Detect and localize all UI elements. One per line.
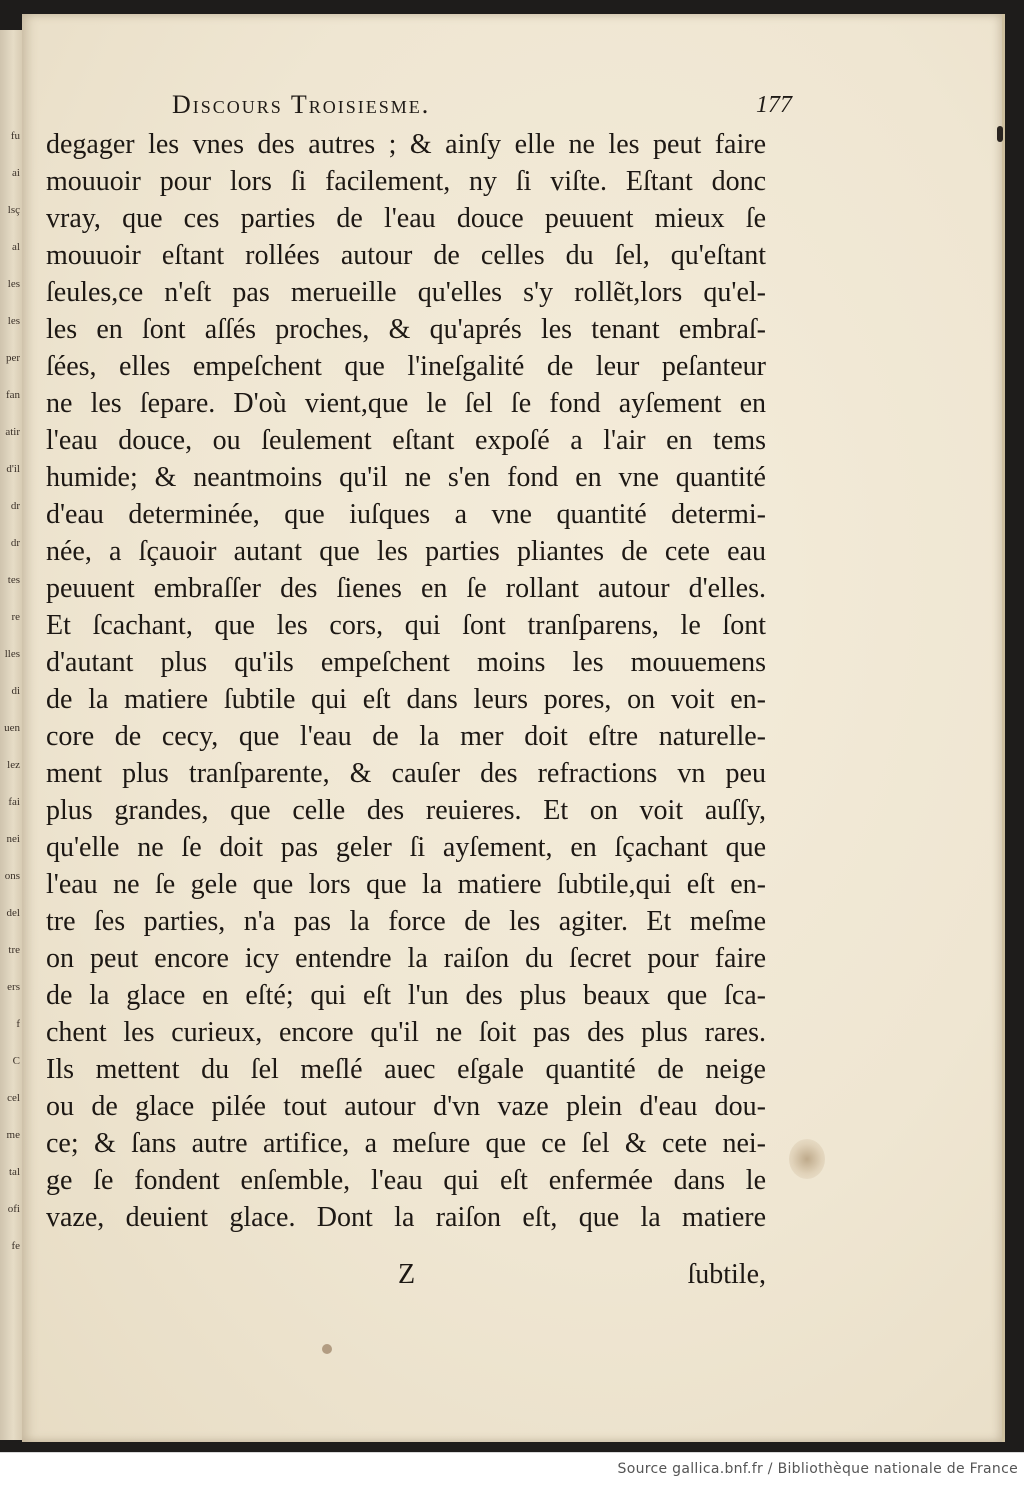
text-line: ſeules,ce n'eſt pas merueille qu'elles s'y rollẽt,lors qu'el- <box>46 277 766 308</box>
text-line: Ils mettent du ſel meſlé auec eſgale quantité de neige <box>46 1054 766 1085</box>
margin-fragment: ai <box>12 167 20 179</box>
margin-fragment: atir <box>5 426 20 438</box>
margin-fragment: fe <box>11 1240 20 1252</box>
signature-mark: Z <box>398 1259 416 1290</box>
text-line: mouuoir pour lors ſi facilement, ny ſi viſte. Eſtant donc <box>46 166 766 197</box>
text-line: ge ſe fondent enſemble, l'eau qui eſt enfermée dans le <box>46 1165 766 1196</box>
text-line: d'eau determinée, que iuſques a vne quantité determi- <box>46 499 766 530</box>
text-line: vray, que ces parties de l'eau douce peuuent mieux ſe <box>46 203 766 234</box>
text-line: les en ſont aſſés proches, & qu'aprés les tenant embraſ- <box>46 314 766 345</box>
margin-fragment: tal <box>9 1166 20 1178</box>
margin-fragment: re <box>11 611 20 623</box>
text-line: ce; & ſans autre artifice, a meſure que ce ſel & cete nei- <box>46 1128 766 1159</box>
page-header <box>172 86 792 130</box>
margin-fragment: me <box>6 1129 20 1141</box>
previous-page-edge <box>0 30 22 1440</box>
text-line: core de cecy, que l'eau de la mer doit eſtre naturelle- <box>46 721 766 752</box>
margin-fragment: C <box>12 1055 20 1067</box>
margin-fragment: lles <box>4 648 20 660</box>
body-text <box>46 126 766 1236</box>
running-title: Discours Troisiesme. <box>172 90 431 119</box>
margin-fragment: fu <box>10 130 20 142</box>
margin-fragment: nei <box>6 833 20 845</box>
source-credit-bar <box>0 1452 1024 1488</box>
text-line: de la matiere ſubtile qui eſt dans leurs pores, on voit en- <box>46 684 766 715</box>
margin-fragment: lez <box>7 759 20 771</box>
text-line: vaze, deuient glace. Dont la raiſon eſt, que la matiere <box>46 1202 766 1233</box>
text-line: d'autant plus qu'ils empeſchent moins les mouuemens <box>46 647 766 678</box>
margin-fragment: tes <box>7 574 20 586</box>
text-line: ne les ſepare. D'où vient,que le ſel ſe fond ayſement en <box>46 388 766 419</box>
margin-fragment: lsç <box>7 204 20 216</box>
margin-fragment: f <box>16 1018 20 1030</box>
text-line: l'eau douce, ou ſeulement eſtant expoſé a l'air en tems <box>46 425 766 456</box>
text-line: Et ſcachant, que les cors, qui ſont tranſparens, le ſont <box>46 610 766 641</box>
text-line: née, a ſçauoir autant que les parties pliantes de cete eau <box>46 536 766 567</box>
margin-fragment: ons <box>4 870 20 882</box>
text-line: de la glace en eſté; qui eſt l'un des plus beaux que ſca- <box>46 980 766 1011</box>
text-line: mouuoir eſtant rollées autour de celles du ſel, qu'eſtant <box>46 240 766 271</box>
text-line: degager les vnes des autres ; & ainſy elle ne les peut faire <box>46 129 766 160</box>
margin-fragment: di <box>11 685 20 697</box>
text-line: ſées, elles empeſchent que l'ineſgalité de leur peſanteur <box>46 351 766 382</box>
margin-fragment: per <box>5 352 20 364</box>
text-line: plus grandes, que celle des reuieres. Et on voit auſſy, <box>46 795 766 826</box>
source-credit: Source gallica.bnf.fr / Bibliothèque nationale de France <box>617 1461 1018 1477</box>
margin-fragment: dr <box>10 537 20 549</box>
text-line: tre ſes parties, n'a pas la force de les agiter. Et meſme <box>46 906 766 937</box>
previous-page-margin-text <box>0 118 20 1265</box>
text-line: l'eau ne ſe gele que lors que la matiere ſubtile,qui eſt en- <box>46 869 766 900</box>
catchword: ſubtile, <box>687 1259 766 1290</box>
paper-spot <box>322 1344 332 1354</box>
margin-fragment: del <box>6 907 20 919</box>
margin-fragment: dr <box>10 500 20 512</box>
text-line: chent les curieux, encore qu'il ne ſoit pas des plus rares. <box>46 1017 766 1048</box>
text-line: humide; & neantmoins qu'il ne s'en fond en vne quantité <box>46 462 766 493</box>
margin-fragment: les <box>7 278 20 290</box>
paper-stain <box>789 1139 825 1179</box>
margin-fragment: ers <box>7 981 20 993</box>
text-line: ou de glace pilée tout autour d'vn vaze plein d'eau dou- <box>46 1091 766 1122</box>
margin-fragment: tre <box>8 944 20 956</box>
text-line: ment plus tranſparente, & cauſer des refractions vn peu <box>46 758 766 789</box>
page-footer <box>46 1259 766 1299</box>
margin-fragment: ofi <box>7 1203 20 1215</box>
text-line: qu'elle ne ſe doit pas geler ſi ayſement, en ſçachant que <box>46 832 766 863</box>
margin-fragment: fai <box>8 796 20 808</box>
margin-fragment: uen <box>4 722 20 734</box>
text-line: on peut encore icy entendre la raiſon du ſecret pour faire <box>46 943 766 974</box>
margin-fragment: cel <box>7 1092 20 1104</box>
margin-fragment: les <box>7 315 20 327</box>
margin-fragment: d'il <box>6 463 20 475</box>
text-line: peuuent embraſſer des ſienes en ſe rollant autour d'elles. <box>46 573 766 604</box>
book-page <box>22 14 1005 1442</box>
page-number: 177 <box>756 92 792 118</box>
margin-fragment: fan <box>5 389 20 401</box>
margin-fragment: al <box>12 241 20 253</box>
page-edge-mark <box>997 126 1003 142</box>
